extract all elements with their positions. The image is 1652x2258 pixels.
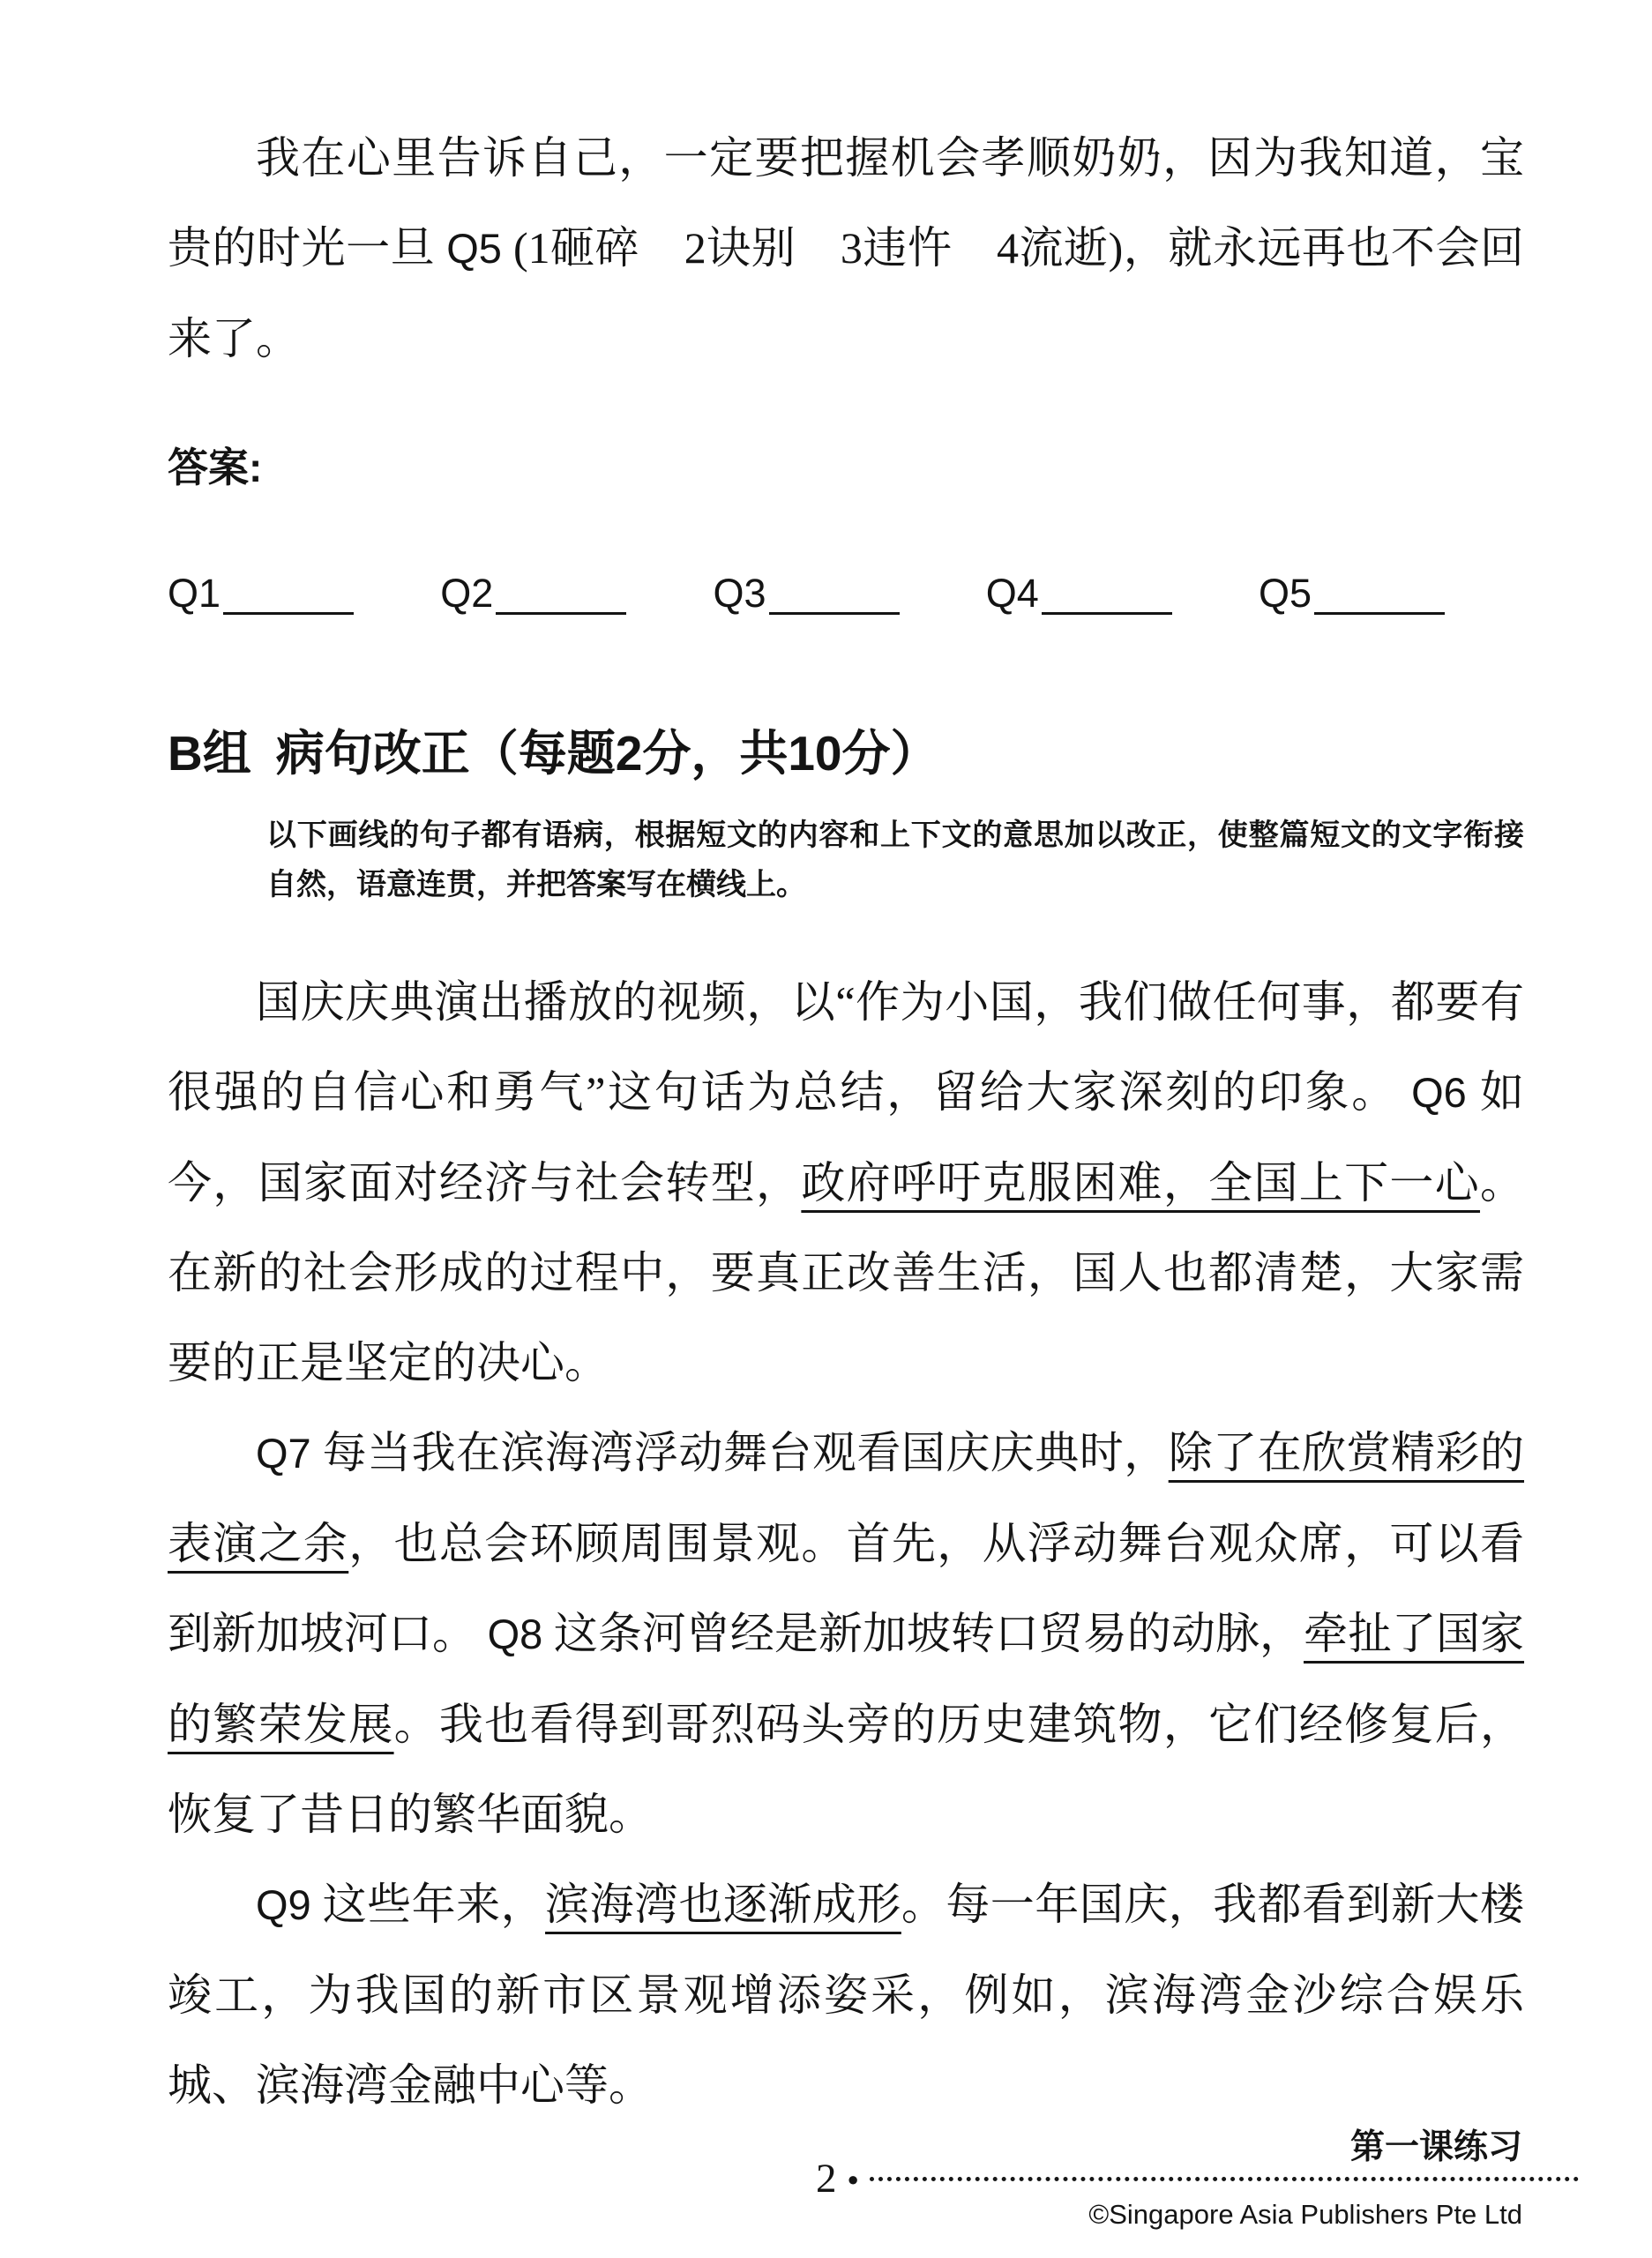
question-label: Q8 — [487, 1611, 543, 1657]
text-run: 国庆庆典演出播放的视频，以“作为小国，我们做任何事，都要有很强的自信心和勇气”这句话为总结，留给大家深刻的印象。 — [168, 977, 1524, 1117]
text-run: 我在心里告诉自己，一定要把握机会孝顺奶奶，因为我知道，宝贵的时光一旦 — [168, 133, 1524, 273]
text-run: 这条河曾经是新加坡转口贸易的动脉， — [542, 1609, 1304, 1658]
dot-leader — [870, 2177, 1579, 2181]
text-run: 如今，国家面对经济与社会转型， — [168, 1067, 1524, 1208]
passage — [168, 957, 1524, 2130]
text-run: 。在新的社会形成的过程中，要真正改善生活，国人也都清楚，大家需要的正是坚定的决心。 — [168, 1158, 1525, 1387]
question-label: Q9 — [256, 1881, 311, 1928]
passage-paragraph-3 — [168, 1859, 1524, 2130]
question-label: Q6 — [1411, 1069, 1467, 1116]
answer-blank-label: Q4 — [985, 570, 1039, 616]
answer-blank-line — [496, 603, 626, 615]
question-label: Q7 — [256, 1430, 311, 1477]
underlined-clause: 除了在欣赏精彩的表演之余 — [168, 1428, 1525, 1568]
footer-copyright: ©Singapore Asia Publishers Pte Ltd — [1088, 2199, 1522, 2230]
text-run: 。每一年国庆，我都看到新大楼竣工，为我国的新市区景观增添姿采，例如，滨海湾金沙综合娱乐城、滨海湾金融中心等。 — [168, 1880, 1525, 2110]
answer-blank-line — [1042, 603, 1172, 615]
answer-blank-q5 — [1259, 560, 1445, 615]
answer-blank-line — [1314, 603, 1445, 615]
footer-lesson-label: 第一课练习 — [1349, 2128, 1522, 2166]
underlined-clause: 牵扯了国家的繁荣发展 — [168, 1609, 1525, 1749]
text-run: 。我也看得到哥烈码头旁的历史建筑物，它们经修复后，恢复了昔日的繁华面貌。 — [168, 1700, 1525, 1839]
answer-blank-label: Q1 — [168, 570, 221, 616]
text-run: 这些年来， — [310, 1880, 546, 1929]
text-run: (1砸碎 2诀别 3违忤 4流逝)，就永远再也不会回来了。 — [168, 223, 1524, 363]
intro-paragraph — [168, 113, 1524, 384]
answers-label: 答案: — [168, 445, 263, 490]
answer-blank-q2 — [440, 560, 626, 615]
section-b-heading — [168, 721, 1524, 786]
answer-blank-q3 — [713, 560, 899, 615]
dot-leader-bullet: ● — [847, 2167, 859, 2190]
footer-page-line — [816, 2158, 1579, 2200]
question-label: Q5 — [446, 225, 502, 272]
underlined-clause: 滨海湾也逐渐成形 — [545, 1880, 901, 1929]
answers-row — [168, 560, 1524, 615]
answer-blank-q4 — [986, 560, 1172, 615]
passage-paragraph-1 — [168, 957, 1524, 1408]
answer-blank-line — [223, 603, 354, 615]
section-b-title: 病句改正（每题2分，共10分） — [275, 726, 939, 781]
section-b-instructions: 以下画线的句子都有语病，根据短文的内容和上下文的意思加以改正，使整篇短文的文字衔接自然，语意连贯，并把答案写在横线上。 — [266, 819, 1524, 901]
page-number: 2 — [816, 2156, 837, 2202]
answer-blank-label: Q2 — [440, 570, 494, 616]
passage-paragraph-2 — [168, 1408, 1524, 1859]
answer-blank-q1 — [168, 560, 354, 615]
answer-blank-line — [769, 603, 900, 615]
section-b-group-label: B组 — [168, 726, 251, 781]
answer-blank-label: Q3 — [713, 570, 766, 616]
answer-blank-label: Q5 — [1258, 570, 1312, 616]
underlined-clause: 政府呼吁克服困难，全国上下一心 — [801, 1158, 1481, 1208]
text-run: 每当我在滨海湾浮动舞台观看国庆庆典时， — [310, 1428, 1169, 1477]
text-run: ，也总会环顾周围景观。首先，从浮动舞台观众席，可以看到新加坡河口。 — [168, 1519, 1525, 1658]
